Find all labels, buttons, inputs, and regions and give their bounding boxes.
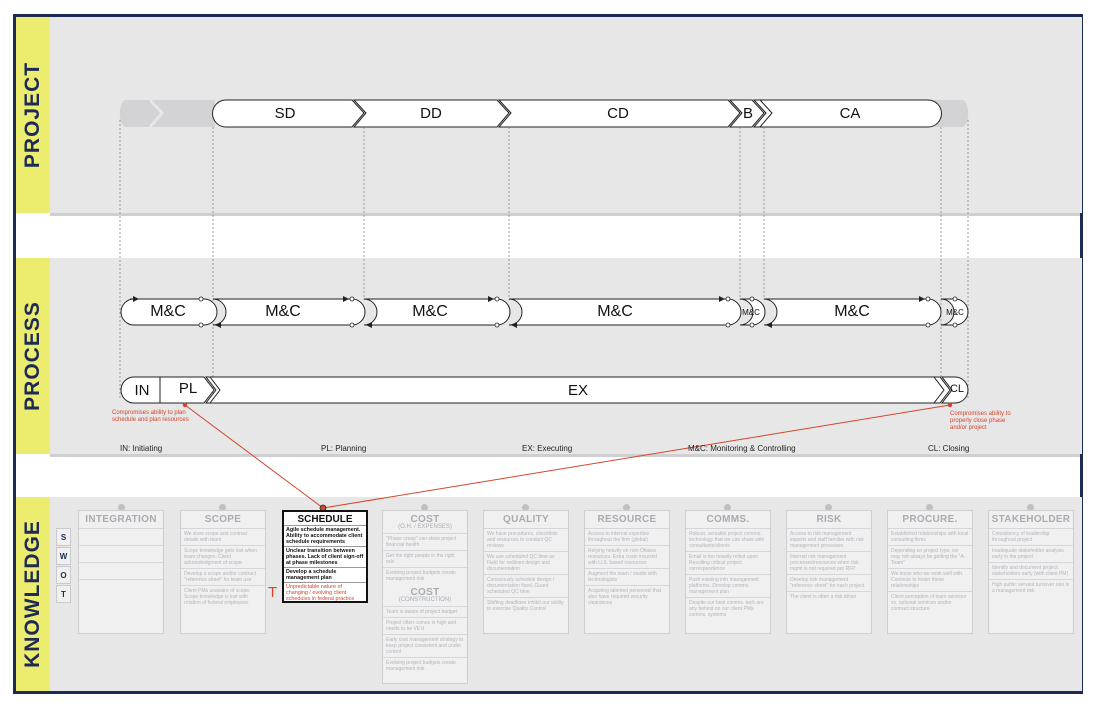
card-resource-t: Acquiring talented personnel that also have required security clearances — [585, 585, 669, 608]
card-integration-title: INTEGRATION — [85, 514, 157, 525]
threat-marker: T — [268, 584, 278, 601]
legend-cl: CL: Closing — [928, 444, 970, 453]
card-scope-w: Scope knowledge gets lost when team changes. Client acknowledgment of scope — [181, 545, 265, 568]
swot-o: O — [56, 566, 71, 584]
card-cost2-t: Evolving project budgets create management risk — [383, 657, 467, 674]
card-procure — [887, 510, 973, 634]
card-cost2-w: Project often comes in high and needs to be VE'd — [383, 617, 467, 634]
card-quality-s: We have procedures, checklists and resources to conduct QC reviews — [484, 528, 568, 551]
card-scope-t: Client PMs unaware of scope. Scope knowledge is lost with rotation of federal employees — [181, 585, 265, 608]
phase-dd-label: DD — [420, 105, 442, 122]
swot-w: W — [56, 547, 71, 565]
card-schedule-o: Develop a schedule management plan — [284, 567, 366, 582]
card-quality-title: QUALITY — [503, 514, 549, 525]
card-resource-o: Augment the team / studio with technologists — [585, 568, 669, 585]
card-cost-o: Get the right people in the right role — [383, 550, 467, 567]
card-integration-w — [79, 545, 163, 562]
knowledge-label: KNOWLEDGE — [21, 520, 44, 668]
card-stakeholder-title: STAKEHOLDER — [991, 514, 1071, 525]
red-connectors — [185, 405, 950, 508]
card-quality — [483, 510, 569, 634]
card-procure-s: Established relationships with local consulting firms — [888, 528, 972, 545]
card-schedule-title: SCHEDULE — [297, 514, 353, 525]
mc-label-7: M&C — [946, 308, 964, 317]
swot-s: S — [56, 528, 71, 546]
card-scope-title: SCOPE — [204, 514, 242, 525]
phase-ca-label: CA — [839, 105, 861, 122]
card-stakeholder-t: High public servant turnover rate is a management risk — [989, 579, 1073, 596]
card-risk-o: Develop risk management "reference sheet" for each project — [787, 574, 871, 591]
process-label: PROCESS — [21, 301, 44, 411]
card-resource — [584, 510, 670, 634]
card-risk — [786, 510, 872, 634]
swot-t: T — [56, 585, 71, 603]
card-comms-s: Robust, versatile project comms. technology that we can share with consultants/clients — [686, 528, 770, 551]
project-label: PROJECT — [21, 61, 44, 169]
card-integration-s — [79, 528, 163, 545]
pl-label: PL — [178, 380, 198, 397]
card-procure-t: Client perception of team services vs. optional services and/or contract structure — [888, 591, 972, 614]
mc-label-6: M&C — [834, 303, 870, 320]
card-cost2-o: Early cost management strategy to keep project consistent and under control — [383, 634, 467, 657]
legend-mc: M&C: Monitoring & Controlling — [688, 444, 796, 453]
card-stakeholder-w: Inadequate stakeholder analysis early in the project — [989, 545, 1073, 562]
in-label: IN — [134, 382, 150, 399]
card-quality-o: Consciously schedule design / documentation fixed. Guard scheduled QC time — [484, 574, 568, 597]
card-resource-title: RESOURCE — [597, 514, 657, 525]
mc-label-4: M&C — [597, 303, 633, 320]
card-resource-w: Relying heavily on non-Ottawa resources. Extra costs incurred with U.S. based resources — [585, 545, 669, 568]
card-cost-title: COST — [410, 514, 440, 525]
card-comms-title: COMMS. — [706, 514, 750, 525]
card-risk-t: The client is often a risk driver — [787, 591, 871, 602]
card-cost-s: "Phase creep" can skew project financial health — [383, 533, 467, 550]
legend-pl: PL: Planning — [321, 444, 367, 453]
mc-label-5: M&C — [742, 308, 760, 317]
card-comms-w: Email is too heavily relied upon. Resulting critical project correspondence — [686, 551, 770, 574]
legend-in: IN: Initiating — [120, 444, 163, 453]
phase-sd-label: SD — [274, 105, 296, 122]
ex-label: EX — [567, 382, 588, 399]
mc-label-1: M&C — [150, 303, 186, 320]
note-right: Compromises ability to properly close phase and/or project — [950, 411, 1011, 431]
card-cost-t: Evolving project budgets create management risk — [383, 567, 467, 584]
card-comms-o: Push existing info management platforms. Develop comms. management plan — [686, 574, 770, 597]
card-procure-o: We know who we work well with. Continue to foster these relationships — [888, 568, 972, 591]
card-comms — [685, 510, 771, 634]
phase-cd-label: CD — [607, 105, 629, 122]
card-procure-w: Depending on project type, we may not always be getting the "A-Team" — [888, 545, 972, 568]
card-stakeholder-s: Consistency of leadership throughout project — [989, 528, 1073, 545]
cl-label: CL — [949, 383, 965, 395]
card-stakeholder — [988, 510, 1074, 634]
card-risk-s: Access to risk management experts and staff familiar with risk management processes — [787, 528, 871, 551]
card-cost2-title: COST — [410, 587, 440, 598]
card-cost-subtitle: (O.H. / EXPENSES) — [398, 524, 452, 530]
mc-label-3: M&C — [412, 303, 448, 320]
card-risk-title: RISK — [816, 514, 842, 525]
card-cost — [382, 510, 468, 684]
card-quality-w: We use scheduled QC time as Field for redlines design and documentation — [484, 551, 568, 574]
card-comms-t: Despite our best comms. tech are any behind on our client PMs comms. systems — [686, 597, 770, 620]
card-scope-s: We store scope and contract details with team — [181, 528, 265, 545]
note-left: Compromises ability to plan schedule and plan resources — [112, 410, 189, 423]
card-procure-title: PROCURE. — [902, 514, 958, 525]
card-schedule-t: Unpredictable nature of changing / evolving client schedules in federal practice — [284, 582, 366, 603]
phase-b-label: B — [742, 105, 753, 122]
card-cost2-s: Team is aware of project budget — [383, 606, 467, 617]
card-scope-o: Develop a scope and/or contract "reference sheet" for team use — [181, 568, 265, 585]
card-scope — [180, 510, 266, 634]
guide-lines — [120, 120, 968, 400]
card-integration-t — [79, 579, 163, 596]
card-cost2-subtitle: (CONSTRUCTION) — [398, 597, 452, 603]
card-integration — [78, 510, 164, 634]
card-schedule-w: Unclear transition between phases. Lack of client sign-off at phase milestones — [284, 546, 366, 567]
legend-ex: EX: Executing — [522, 444, 573, 453]
project-lead-in — [120, 100, 215, 127]
card-schedule — [282, 510, 368, 603]
card-resource-s: Access to internal expertise throughout the firm (global) — [585, 528, 669, 545]
card-quality-t: Shifting deadlines inhibit our ability to exercise Quality Control — [484, 597, 568, 614]
card-risk-w: Internal risk management processes/resources when risk mgmt is not required per RFP — [787, 551, 871, 574]
card-stakeholder-o: Identify and document project stakeholders early (with client PM) — [989, 562, 1073, 579]
card-integration-o — [79, 562, 163, 579]
card-schedule-s: Agile schedule management. Ability to accommodate client schedule requirements — [284, 525, 366, 546]
mc-label-2: M&C — [265, 303, 301, 320]
